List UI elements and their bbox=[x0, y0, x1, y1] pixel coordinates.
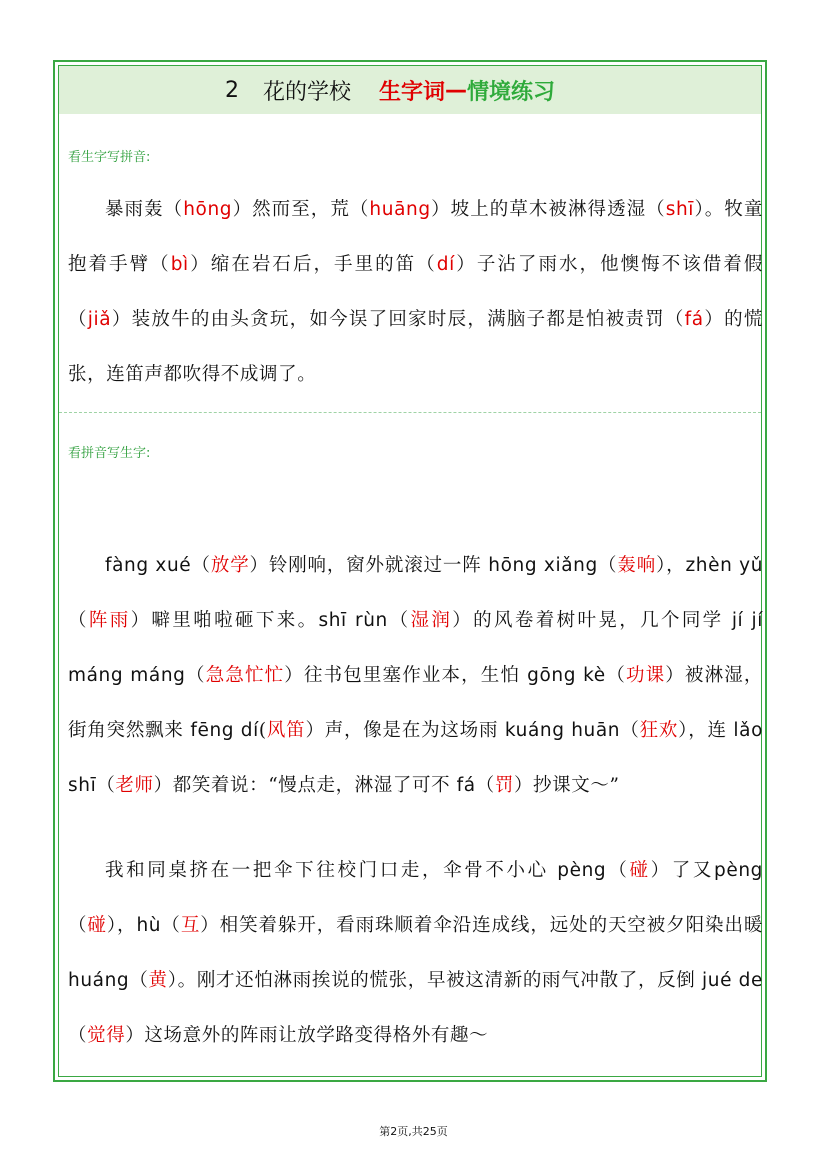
character-answer: 狂欢 bbox=[639, 720, 679, 741]
paragraph-character-exercise: fàng xué（放学）铃刚响，窗外就滚过一阵 hōng xiǎng（轰响），zhèn yǔ（阵雨）噼里啪啦砸下来。shī rùn（湿润）的风卷着树叶晃，几个同学 jí jí máng máng（急急忙忙）往书包里塞作业本，生怕 gōng kè（功课）被淋湿，街角突然飘来 fēng dí(风笛）声，像是在为这场雨 kuáng huān（狂欢），连 lǎo shī（老师）都笑着说：“慢点走，淋湿了可不 fá（罚）抄课文～” bbox=[68, 555, 764, 796]
pinyin-prompt: zhèn yǔ bbox=[685, 555, 764, 576]
worksheet-type-part2: 情境练习 bbox=[467, 79, 556, 105]
pinyin-answer: dí bbox=[436, 254, 455, 275]
section-label-write-characters: 看拼音写生字: bbox=[68, 446, 151, 461]
pinyin-answer: hōng bbox=[183, 199, 233, 220]
character-answer: 功课 bbox=[625, 665, 666, 686]
worksheet-type-part1: 生字词 bbox=[378, 79, 445, 105]
section-label-write-pinyin: 看生字写拼音: bbox=[68, 150, 151, 165]
pinyin-prompt: huáng bbox=[68, 970, 130, 991]
character-answer: 碰 bbox=[87, 915, 107, 936]
pinyin-answer: huāng bbox=[369, 199, 431, 220]
pinyin-prompt: shī rùn bbox=[318, 610, 388, 631]
pinyin-prompt: jué de bbox=[702, 970, 763, 991]
pinyin-answer: bì bbox=[170, 254, 189, 275]
character-answer: 轰响 bbox=[617, 555, 657, 576]
pinyin-prompt: hōng xiǎng bbox=[488, 555, 598, 576]
worksheet-type-dash: — bbox=[445, 77, 467, 103]
pinyin-answer: fá bbox=[684, 309, 704, 330]
character-answer: 老师 bbox=[115, 775, 154, 796]
page-number: 第2页,共25页 bbox=[379, 1125, 448, 1138]
pinyin-prompt: fēng dí bbox=[190, 720, 259, 741]
pinyin-prompt: pèng bbox=[557, 860, 607, 881]
pinyin-prompt: fàng xué bbox=[105, 555, 192, 576]
paragraph-pinyin-exercise: 暴雨轰（hōng）然而至，荒（huāng）坡上的草木被淋得透湿（shī）。牧童抱着手臂（bì）缩在岩石后，手里的笛（dí）子沾了雨水，他懊悔不该借着假（jiǎ）装放牛的由头贪玩，如今误了回家时辰，满脑子都是怕被责罚（fá）的慌张，连笛声都吹得不成调了。 bbox=[68, 199, 763, 385]
character-answer: 觉得 bbox=[87, 1025, 126, 1046]
character-answer: 放学 bbox=[210, 555, 250, 576]
character-answer: 风笛 bbox=[266, 720, 306, 741]
paragraph-character-exercise-2: 我和同桌挤在一把伞下往校门口走，伞骨不小心 pèng（碰）了又pèng（碰），hù（互）相笑着躲开，看雨珠顺着伞沿连成线，远处的天空被夕阳染出暖 huáng（黄）。刚才还怕淋雨挨说的慌张，早被这清新的雨气冲散了，反倒 jué de（觉得）这场意外的阵雨让放学路变得格外有趣～ bbox=[68, 860, 763, 1046]
character-answer: 急急忙忙 bbox=[205, 665, 285, 686]
pinyin-answer: jiǎ bbox=[87, 309, 112, 330]
pinyin-prompt: pèng bbox=[714, 860, 763, 881]
lesson-title: 花的学校 bbox=[262, 79, 351, 105]
character-answer: 互 bbox=[180, 915, 201, 936]
pinyin-answer: shī bbox=[665, 199, 695, 220]
lesson-number: 2 bbox=[224, 77, 239, 103]
character-answer: 黄 bbox=[148, 970, 168, 991]
character-answer: 阵雨 bbox=[88, 610, 131, 631]
character-answer: 碰 bbox=[629, 860, 651, 881]
title-bar bbox=[59, 66, 761, 114]
pinyin-prompt: kuáng huān bbox=[504, 720, 621, 741]
section-divider bbox=[59, 412, 761, 413]
pinyin-prompt: jí jí máng máng bbox=[68, 610, 764, 686]
pinyin-prompt: gōng kè bbox=[527, 665, 606, 686]
worksheet-inner bbox=[58, 65, 762, 1077]
pinyin-prompt: lǎo shī bbox=[68, 720, 764, 796]
character-answer: 罚 bbox=[494, 775, 514, 796]
worksheet-frame bbox=[53, 60, 767, 1082]
pinyin-prompt: fá bbox=[456, 775, 476, 796]
pinyin-prompt: hù bbox=[136, 915, 162, 936]
character-answer: 湿润 bbox=[410, 610, 453, 631]
